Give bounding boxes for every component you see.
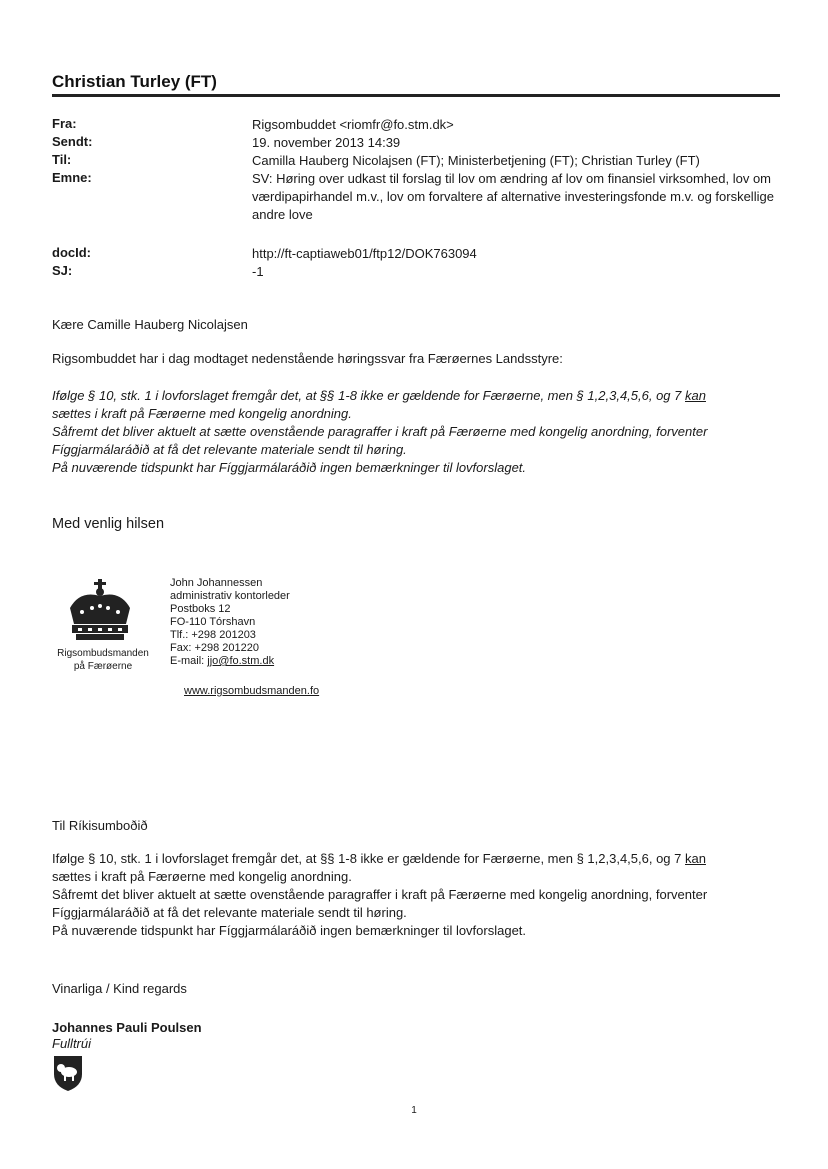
quote-line-1-underlined: kan [685,388,706,403]
email-link[interactable]: jjo@fo.stm.dk [207,655,275,667]
to-label: Til: [52,152,72,167]
sj-value: -1 [252,264,264,279]
forward-signer-name: Johannes Pauli Poulsen [52,1020,202,1035]
forward-line-1: Ifølge § 10, stk. 1 i lovforslaget fremgår det, at §§ 1-8 ikke er gældende for Færøerne, men § 1,2,3,4,5,6, og 7 [52,851,685,866]
forward-line-1-underlined: kan [685,851,706,866]
docid-value: http://ft-captiaweb01/ftp12/DOK763094 [252,246,477,261]
sent-value: 19. november 2013 14:39 [252,135,401,150]
sender-name: Christian Turley (FT) [52,72,217,91]
crest-caption-line-2: på Færøerne [73,661,133,672]
forward-recipient: Til Ríkisumboðið [52,818,148,833]
closing: Med venlig hilsen [52,516,165,532]
quoted-response [52,387,782,477]
from-value: Rigsombuddet <riomfr@fo.stm.dk> [252,117,454,132]
quote-line-4: På nuværende tidspunkt har Fíggjarmálaráðið ingen bemærkninger til lovforslaget. [52,460,527,475]
crest-caption [48,647,158,673]
signature-address-2: FO-110 Tórshavn [170,616,256,628]
forward-line-2: sættes i kraft på Færøerne med kongelig anordning. [52,869,352,884]
signature-fax: Fax: +298 201220 [170,642,259,654]
forward-line-3: Såfremt det bliver aktuelt at sætte ovenstående paragraffer i kraft på Færøerne med kongelig anordning, forventer Fíggjarmálaráðið at få det relevante materiale sendt til høring. [52,887,708,920]
forward-signer-title: Fulltrúi [52,1036,92,1051]
signature-title: administrativ kontorleder [170,590,290,602]
greeting: Kære Camille Hauberg Nicolajsen [52,317,248,332]
crown-crest-icon [60,578,140,646]
forward-regards: Vinarliga / Kind regards [52,981,187,996]
sj-label: SJ: [52,263,73,278]
quote-line-3: Såfremt det bliver aktuelt at sætte ovenstående paragraffer i kraft på Færøerne med kongelig anordning, forventer Fíggjarmálaráðið at få det relevante materiale sendt til høring. [52,424,708,457]
email-label: E-mail: [170,655,208,667]
signature-phone: Tlf.: +298 201203 [170,629,256,641]
to-value: Camilla Hauberg Nicolajsen (FT); Ministerbetjening (FT); Christian Turley (FT) [252,153,700,168]
signature-address-1: Postboks 12 [170,603,231,615]
signature-block [170,577,290,668]
signature-email-row [170,655,290,668]
intro-paragraph: Rigsombuddet har i dag modtaget nedenstående høringssvar fra Færøernes Landsstyre: [52,351,563,366]
forward-body [52,850,782,940]
ram-shield-icon [52,1054,84,1092]
quote-line-2: sættes i kraft på Færøerne med kongelig anordning. [52,406,352,421]
crest-caption-line-1: Rigsombudsmanden [57,648,149,659]
forward-line-4: På nuværende tidspunkt har Fíggjarmálaráðið ingen bemærkninger til lovforslaget. [52,923,527,938]
from-label: Fra: [52,116,77,131]
signature-name: John Johannessen [170,577,263,589]
quote-line-1: Ifølge § 10, stk. 1 i lovforslaget fremgår det, at §§ 1-8 ikke er gældende for Færøerne, men § 1,2,3,4,5,6, og 7 [52,388,685,403]
sent-label: Sendt: [52,134,93,149]
header-rule [52,94,780,97]
docid-label: docId: [52,245,91,260]
website-link[interactable]: www.rigsombudsmanden.fo [184,685,320,697]
page-number: 1 [411,1105,417,1116]
subject-value: SV: Høring over udkast til forslag til lov om ændring af lov om finansiel virksomhed, lov om værdipapirhandel m.v., lov om forvaltere af alternative investeringsfonde m.v. og forskellige andre love [252,171,774,222]
subject-label: Emne: [52,170,92,185]
